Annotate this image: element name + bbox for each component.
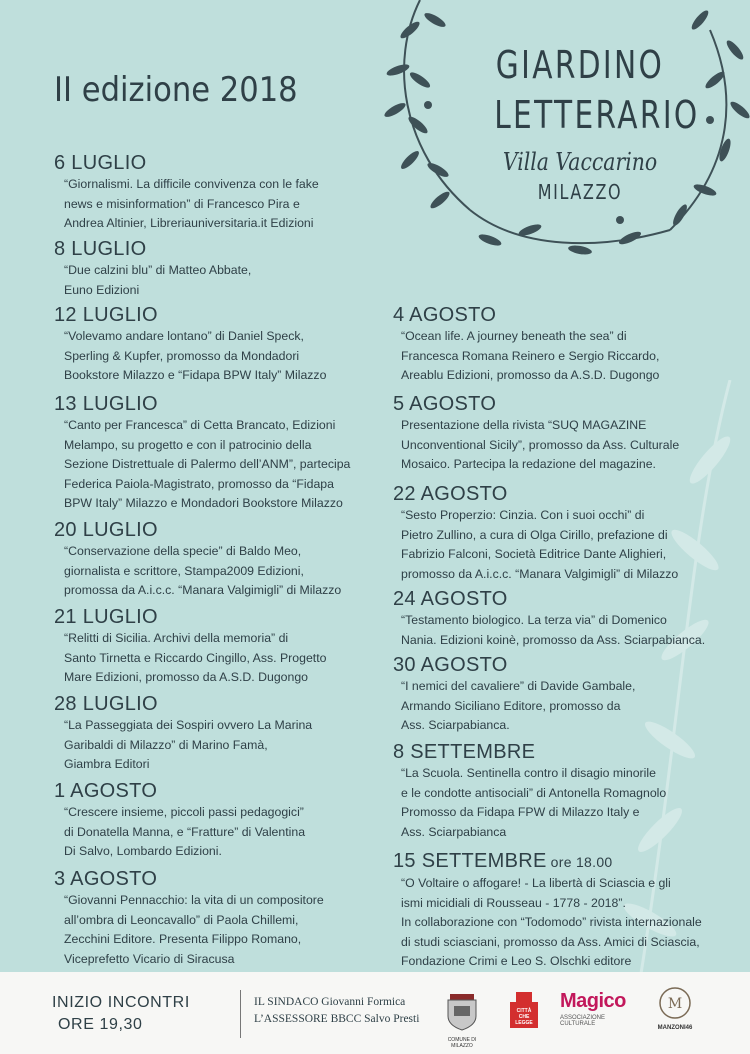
citta-caption: CITTÀ CHE LEGGE [515, 1008, 533, 1026]
event-description: Presentazione della rivista “SUQ MAGAZINE Unconventional Sicily”, promosso da Ass. Culturale Mosaico. Partecipa la redazione del magazine. [401, 418, 680, 471]
event-3-agosto [54, 868, 394, 969]
event-5-agosto [393, 393, 733, 475]
event-description: “Sesto Properzio: Cinzia. Con i suoi occhi” di Pietro Zullino, a cura di Olga Cirillo, prefazione di Fabrizio Falconi, Società Editrice Dante Alighieri, promosso da A.i.c.c. “Manara Valgimigli” di Milazzo [401, 508, 679, 581]
footer-divider [240, 990, 241, 1038]
edition-heading: II edizione 2018 [54, 70, 298, 110]
event-date: 28 LUGLIO [54, 693, 158, 715]
event-1-agosto [54, 780, 394, 862]
event-date: 21 LUGLIO [54, 606, 158, 628]
coat-of-arms-icon [440, 986, 484, 1032]
event-date: 20 LUGLIO [54, 519, 158, 541]
event-description: “Due calzini blu” di Matteo Abbate, Euno Edizioni [64, 263, 252, 297]
event-description: “Conservazione della specie” di Baldo Meo, giornalista e scrittore, Stampa2009 Edizioni, promossa da A.i.c.c. “Manara Valgimigli” di Milazzo [64, 544, 342, 597]
event-12-luglio [54, 304, 384, 386]
event-28-luglio [54, 693, 394, 775]
event-date: 8 SETTEMBRE [393, 741, 536, 763]
event-time: ore 18.00 [550, 854, 613, 870]
event-24-agosto [393, 588, 733, 650]
event-date: 12 LUGLIO [54, 304, 158, 326]
event-date: 22 AGOSTO [393, 483, 508, 505]
city-label: MILAZZO [537, 180, 623, 204]
event-date [393, 850, 733, 873]
event-description: “Testamento biologico. La terza via” di Domenico Nania. Edizioni koinè, promosso da Ass. Sciarpabianca. [401, 613, 706, 647]
event-8-luglio [54, 238, 384, 300]
manzoni-caption: MANZONI46 [657, 1025, 693, 1031]
event-date: 5 AGOSTO [393, 393, 497, 415]
event-15-settembre [393, 850, 733, 972]
event-date: 30 AGOSTO [393, 654, 508, 676]
event-date: 4 AGOSTO [393, 304, 497, 326]
start-time: ORE 19,30 [58, 1016, 143, 1033]
venue-subtitle: Villa Vaccarino [502, 148, 658, 176]
svg-text:M: M [667, 996, 683, 1012]
comune-milazzo-logo [440, 986, 484, 1049]
event-4-agosto [393, 304, 733, 386]
title-line-1: GIARDINO [495, 43, 665, 87]
magico-wordmark: Magico [560, 990, 626, 1012]
event-date: 24 AGOSTO [393, 588, 508, 610]
title-line-2: LETTERARIO [494, 93, 700, 137]
event-description: “La Scuola. Sentinella contro il disagio minorile e le condotte antisociali” di Antonella Romagnolo Promosso da Fidapa FPW di Milazzo Italy e Ass. Sciarpabianca [401, 766, 667, 839]
event-8-settembre [393, 741, 733, 842]
event-date: 8 LUGLIO [54, 238, 147, 260]
event-date: 6 LUGLIO [54, 152, 147, 174]
manzoni46-logo [652, 986, 698, 1042]
event-description: “O Voltaire o affogare! - La libertà di Sciascia e gli ismi micidiali di Rousseau - 1778 - 2018”. In collaborazione con “Todomodo” rivista internazionale di studi sciasciani, promosso da Ass. Amici di Sciascia, Fondazione Crimi e Leo S. Olschki editore [401, 876, 702, 968]
event-description: “Volevamo andare lontano” di Daniel Speck, Sperling & Kupfer, promosso da Mondadori Bookstore Milazzo e “Fidapa BPW Italy” Milazzo [64, 329, 327, 382]
event-description: “Ocean life. A journey beneath the sea” di Francesca Romana Reinero e Sergio Riccardo, Areablu Edizioni, promosso da A.S.D. Dugongo [401, 329, 660, 382]
event-description: “Relitti di Sicilia. Archivi della memoria” di Santo Tirnetta e Riccardo Cingillo, Ass. Progetto Mare Edizioni, promosso da A.S.D. Dugongo [64, 631, 327, 684]
footer-bar [0, 972, 750, 1054]
magico-logo [560, 990, 640, 1036]
title-block [470, 40, 700, 204]
citta-che-legge-logo [506, 990, 542, 1030]
start-time-block [52, 992, 190, 1036]
mayor-line: IL SINDACO Giovanni Formica [254, 996, 406, 1008]
event-description: “Canto per Francesca” di Cetta Brancato, Edizioni Melampo, su progetto e con il patrocinio della Sezione Distrettuale di Palermo dell’ANM”, partecipa Federica Paiola-Magistrato, promosso da “Fidapa BPW Italy” Milazzo e Mondadori Bookstore Milazzo [64, 418, 351, 510]
event-22-agosto [393, 483, 733, 584]
event-description: “I nemici del cavaliere” di Davide Gambale, Armando Siciliano Editore, promosso da Ass. Sciarpabianca. [401, 679, 636, 732]
event-date-text: 15 SETTEMBRE [393, 850, 547, 872]
event-6-luglio [54, 152, 384, 234]
start-label: INIZIO INCONTRI [52, 994, 190, 1011]
event-21-luglio [54, 606, 394, 688]
comune-caption: COMUNE DI MILAZZO [447, 1037, 477, 1049]
officials-block [254, 994, 419, 1028]
event-description: “Giornalismi. La difficile convivenza con le fake news e misinformation” di Francesco Pira e Andrea Altinier, Libreriauniversitaria.it Edizioni [64, 177, 319, 230]
event-30-agosto [393, 654, 733, 736]
event-description: “Crescere insieme, piccoli passi pedagogici” di Donatella Manna, e “Fratture” di Valentina Di Salvo, Lombardo Edizioni. [64, 805, 306, 858]
event-date: 1 AGOSTO [54, 780, 158, 802]
event-13-luglio [54, 393, 394, 514]
event-20-luglio [54, 519, 394, 601]
councillor-line: L’ASSESSORE BBCC Salvo Presti [254, 1013, 420, 1025]
manzoni-emblem-icon [658, 986, 692, 1020]
event-description: “Giovanni Pennacchio: la vita di un compositore all’ombra di Leoncavallo” di Paola Chillemi, Zecchini Editore. Presenta Filippo Romano, Viceprefetto Vicario di Siracusa [64, 893, 324, 966]
event-date: 3 AGOSTO [54, 868, 158, 890]
event-date: 13 LUGLIO [54, 393, 158, 415]
magico-caption: ASSOCIAZIONE CULTURALE [560, 1015, 606, 1027]
event-description: “La Passeggiata dei Sospiri ovvero La Marina Garibaldi di Milazzo” di Marino Famà, Giambra Editori [64, 718, 313, 771]
